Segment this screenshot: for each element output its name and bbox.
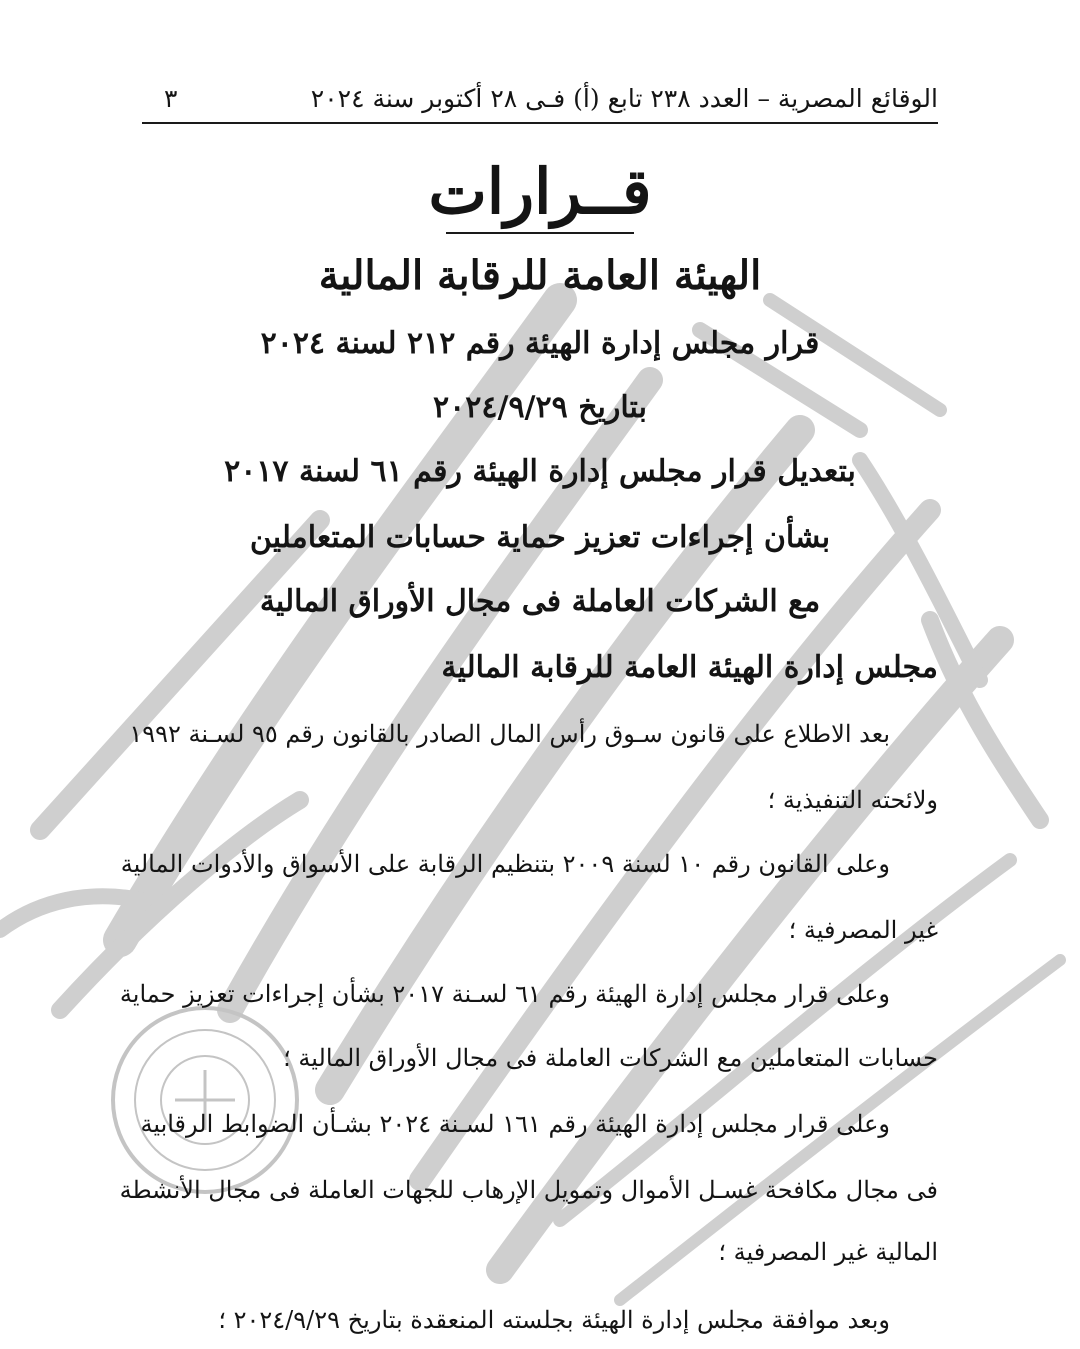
preamble-line: غير المصرفية ؛ (788, 916, 938, 944)
decision-subject-line: بشأن إجراءات تعزيز حماية حسابات المتعاملين (249, 520, 831, 555)
preamble-line: وبعد موافقة مجلس إدارة الهيئة بجلسته المنعقدة بتاريخ ٢٠٢٤/٩/٢٩ ؛ (218, 1306, 890, 1334)
preamble-line: وعلى قرار مجلس إدارة الهيئة رقم ٦١ لسـنة ٢٠١٧ بشأن إجراءات تعزيز حماية (119, 980, 890, 1008)
title-underline (446, 232, 634, 234)
decision-number: قرار مجلس إدارة الهيئة رقم ٢١٢ لسنة ٢٠٢٤ (260, 326, 820, 361)
decision-subject-line: بتعديل قرار مجلس إدارة الهيئة رقم ٦١ لسنة ٢٠١٧ (224, 454, 856, 489)
decision-subject-line: مع الشركات العاملة فى مجال الأوراق المالية (259, 584, 821, 619)
page-number: ٣ (164, 84, 178, 113)
running-header-title: الوقائع المصرية – العدد ٢٣٨ تابع (أ) فـى ٢٨ أكتوبر سنة ٢٠٢٤ (310, 84, 938, 113)
authority-name: الهيئة العامة للرقابة المالية (318, 252, 762, 299)
preamble-line: فى مجال مكافحة غسـل الأموال وتمويل الإرهاب للجهات العاملة فى مجال الأنشطة (119, 1176, 938, 1204)
preamble-line: حسابات المتعاملين مع الشركات العاملة فى مجال الأوراق المالية ؛ (283, 1044, 938, 1072)
preamble-line: ولائحته التنفيذية ؛ (767, 786, 938, 814)
preamble-line: المالية غير المصرفية ؛ (718, 1238, 938, 1266)
board-heading: مجلس إدارة الهيئة العامة للرقابة المالية (441, 650, 938, 685)
preamble-line: وعلى قرار مجلس إدارة الهيئة رقم ١٦١ لسـنة ٢٠٢٤ بشـأن الضوابط الرقابية (140, 1110, 890, 1138)
header-divider (142, 122, 938, 124)
page-title: قــرارات (428, 155, 652, 228)
preamble-line: بعد الاطلاع على قانون سـوق رأس المال الصادر بالقانون رقم ٩٥ لسـنة ١٩٩٢ (129, 720, 890, 748)
running-header (142, 78, 938, 120)
preamble-line: وعلى القانون رقم ١٠ لسنة ٢٠٠٩ بتنظيم الرقابة على الأسواق والأدوات المالية (120, 850, 890, 878)
decision-date: بتاريخ ٢٠٢٤/٩/٢٩ (433, 390, 647, 425)
